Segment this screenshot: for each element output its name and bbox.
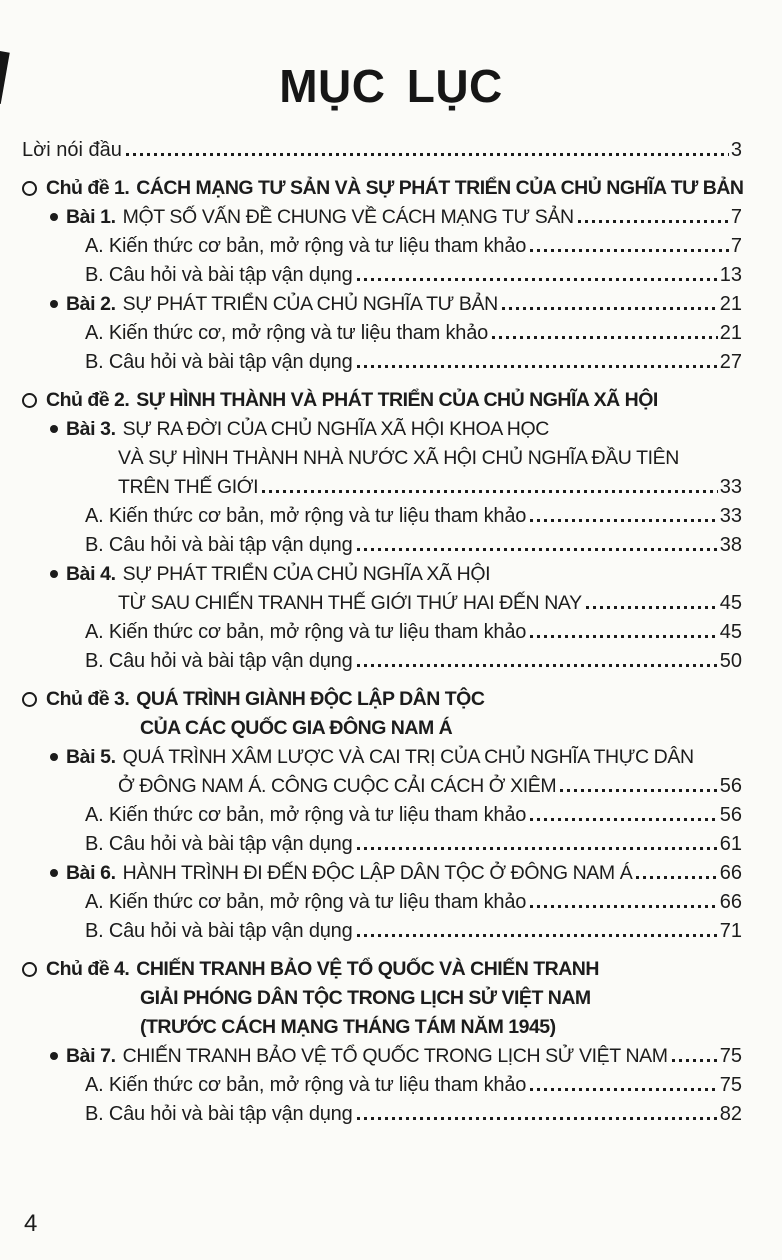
entry-text: Ở ĐÔNG NAM Á. CÔNG CUỘC CẢI CÁCH Ở XIÊM (118, 775, 557, 797)
topic-circle-icon (22, 962, 37, 977)
entry-label: Bài 3. (66, 418, 116, 440)
entry-text: B. Câu hỏi và bài tập vận dụng (85, 1103, 353, 1125)
dot-leader (357, 934, 718, 937)
entry-label: Bài 7. (66, 1045, 116, 1067)
dot-leader (530, 818, 718, 821)
dot-leader (357, 664, 718, 667)
toc-entry (0, 417, 782, 441)
page-number: 56 (719, 804, 742, 826)
entry-text: A. Kiến thức cơ bản, mở rộng và tư liệu tham khảo (85, 505, 527, 527)
toc-entry (0, 533, 782, 557)
dot-leader (262, 490, 718, 493)
toc-entry (0, 890, 782, 914)
table-of-contents (0, 138, 782, 1126)
entry-label: Bài 4. (66, 563, 116, 585)
toc-entry (0, 620, 782, 644)
page-number: 56 (719, 775, 742, 797)
entry-text: B. Câu hỏi và bài tập vận dụng (85, 264, 353, 286)
entry-text: A. Kiến thức cơ bản, mở rộng và tư liệu tham khảo (85, 804, 527, 826)
entry-text: A. Kiến thức cơ, mở rộng và tư liệu tham khảo (85, 322, 489, 344)
lesson-bullet-icon (50, 213, 58, 221)
topic-circle-icon (22, 692, 37, 707)
lesson-bullet-icon (50, 869, 58, 877)
dot-leader (672, 1059, 718, 1062)
dot-leader (126, 153, 729, 156)
toc-entry (0, 388, 782, 412)
entry-text: VÀ SỰ HÌNH THÀNH NHÀ NƯỚC XÃ HỘI CHỦ NGHĨA ĐẦU TIÊN (118, 447, 679, 469)
entry-text: HÀNH TRÌNH ĐI ĐẾN ĐỘC LẬP DÂN TỘC Ở ĐÔNG NAM Á (122, 862, 633, 884)
page-number: 45 (719, 621, 742, 643)
toc-entry (0, 957, 782, 981)
entry-text: TRÊN THẾ GIỚI (118, 476, 259, 498)
page-number: 50 (719, 650, 742, 672)
entry-text: A. Kiến thức cơ bản, mở rộng và tư liệu tham khảo (85, 235, 527, 257)
entry-text: CHIẾN TRANH BẢO VỆ TỔ QUỐC TRONG LỊCH SỬ VIỆT NAM (122, 1045, 668, 1067)
page-number: 82 (719, 1103, 742, 1125)
entry-text: B. Câu hỏi và bài tập vận dụng (85, 833, 353, 855)
toc-entry (0, 716, 782, 740)
entry-text: CHIẾN TRANH BẢO VỆ TỔ QUỐC VÀ CHIẾN TRANH (136, 958, 599, 980)
toc-entry (0, 832, 782, 856)
entry-text: Lời nói đầu (22, 139, 122, 161)
lesson-bullet-icon (50, 425, 58, 433)
page-title: MỤC LỤC (279, 60, 503, 112)
page-number: 71 (719, 920, 742, 942)
page-number: 21 (719, 322, 742, 344)
dot-leader (636, 876, 717, 879)
dot-leader (492, 336, 718, 339)
toc-entry (0, 1044, 782, 1068)
entry-text: MỘT SỐ VẤN ĐỀ CHUNG VỀ CÁCH MẠNG TƯ SẢN (122, 206, 574, 228)
entry-text: B. Câu hỏi và bài tập vận dụng (85, 534, 353, 556)
dot-leader (530, 1088, 718, 1091)
page-number: 66 (719, 891, 742, 913)
entry-text: (TRƯỚC CÁCH MẠNG THÁNG TÁM NĂM 1945) (140, 1016, 556, 1038)
toc-entry (0, 649, 782, 673)
dot-leader (530, 635, 718, 638)
page-number: 61 (719, 833, 742, 855)
page-number: 66 (719, 862, 742, 884)
toc-entry (0, 562, 782, 586)
entry-text: QUÁ TRÌNH XÂM LƯỢC VÀ CAI TRỊ CỦA CHỦ NGHĨA THỰC DÂN (122, 746, 694, 768)
toc-entry (0, 1073, 782, 1097)
toc-entry (0, 687, 782, 711)
entry-label: Chủ đề 1. (46, 177, 130, 199)
toc-entry (0, 475, 782, 499)
dot-leader (530, 519, 718, 522)
dot-leader (357, 847, 718, 850)
entry-text: A. Kiến thức cơ bản, mở rộng và tư liệu tham khảo (85, 891, 527, 913)
dot-leader (530, 249, 729, 252)
dot-leader (502, 307, 718, 310)
toc-entry (0, 745, 782, 769)
entry-text: B. Câu hỏi và bài tập vận dụng (85, 650, 353, 672)
lesson-bullet-icon (50, 570, 58, 578)
dot-leader (560, 789, 718, 792)
page-number: 33 (719, 505, 742, 527)
entry-label: Bài 5. (66, 746, 116, 768)
dot-leader (586, 606, 718, 609)
entry-text: SỰ HÌNH THÀNH VÀ PHÁT TRIỂN CỦA CHỦ NGHĨA XÃ HỘI (136, 389, 658, 411)
topic-circle-icon (22, 181, 37, 196)
toc-entry (0, 263, 782, 287)
page-number: 7 (730, 235, 742, 257)
toc-entry (0, 176, 782, 200)
entry-text: CÁCH MẠNG TƯ SẢN VÀ SỰ PHÁT TRIỂN CỦA CHỦ NGHĨA TƯ BẢN (136, 177, 744, 199)
toc-entry (0, 986, 782, 1010)
entry-text: SỰ RA ĐỜI CỦA CHỦ NGHĨA XÃ HỘI KHOA HỌC (122, 418, 549, 440)
page-number: 45 (719, 592, 742, 614)
dot-leader (357, 365, 718, 368)
page-number: 38 (719, 534, 742, 556)
dot-leader (357, 1117, 718, 1120)
page-number: 7 (730, 206, 742, 228)
toc-entry (0, 205, 782, 229)
toc-entry (0, 292, 782, 316)
entry-text: B. Câu hỏi và bài tập vận dụng (85, 351, 353, 373)
toc-entry (0, 234, 782, 258)
toc-entry (0, 446, 782, 470)
entry-label: Chủ đề 2. (46, 389, 130, 411)
page-number: 75 (719, 1074, 742, 1096)
toc-entry (0, 861, 782, 885)
toc-entry (0, 504, 782, 528)
topic-circle-icon (22, 393, 37, 408)
toc-entry (0, 1015, 782, 1039)
entry-label: Chủ đề 3. (46, 688, 130, 710)
toc-entry (0, 591, 782, 615)
toc-entry (0, 138, 782, 162)
toc-entry (0, 1102, 782, 1126)
entry-text: GIẢI PHÓNG DÂN TỘC TRONG LỊCH SỬ VIỆT NAM (140, 987, 591, 1009)
entry-text: QUÁ TRÌNH GIÀNH ĐỘC LẬP DÂN TỘC (136, 688, 485, 710)
lesson-bullet-icon (50, 300, 58, 308)
dot-leader (357, 548, 718, 551)
page-number: 13 (719, 264, 742, 286)
entry-text: SỰ PHÁT TRIỂN CỦA CHỦ NGHĨA XÃ HỘI (122, 563, 491, 585)
toc-entry (0, 803, 782, 827)
page-number: 3 (730, 139, 742, 161)
entry-text: TỪ SAU CHIẾN TRANH THẾ GIỚI THỨ HAI ĐẾN NAY (118, 592, 582, 614)
dot-leader (530, 905, 718, 908)
page-number: 21 (719, 293, 742, 315)
toc-entry (0, 350, 782, 374)
lesson-bullet-icon (50, 1052, 58, 1060)
toc-entry (0, 321, 782, 345)
entry-label: Bài 2. (66, 293, 116, 315)
entry-label: Chủ đề 4. (46, 958, 130, 980)
entry-text: B. Câu hỏi và bài tập vận dụng (85, 920, 353, 942)
page-number: 75 (719, 1045, 742, 1067)
lesson-bullet-icon (50, 753, 58, 761)
entry-text: SỰ PHÁT TRIỂN CỦA CHỦ NGHĨA TƯ BẢN (122, 293, 498, 315)
page-number: 33 (719, 476, 742, 498)
page-number: 27 (719, 351, 742, 373)
dot-leader (357, 278, 718, 281)
entry-label: Bài 6. (66, 862, 116, 884)
entry-text: CỦA CÁC QUỐC GIA ĐÔNG NAM Á (140, 717, 453, 739)
entry-label: Bài 1. (66, 206, 116, 228)
entry-text: A. Kiến thức cơ bản, mở rộng và tư liệu tham khảo (85, 621, 527, 643)
book-page-number: 4 (24, 1210, 38, 1237)
entry-text: A. Kiến thức cơ bản, mở rộng và tư liệu tham khảo (85, 1074, 527, 1096)
dot-leader (578, 220, 729, 223)
toc-entry (0, 774, 782, 798)
toc-entry (0, 919, 782, 943)
